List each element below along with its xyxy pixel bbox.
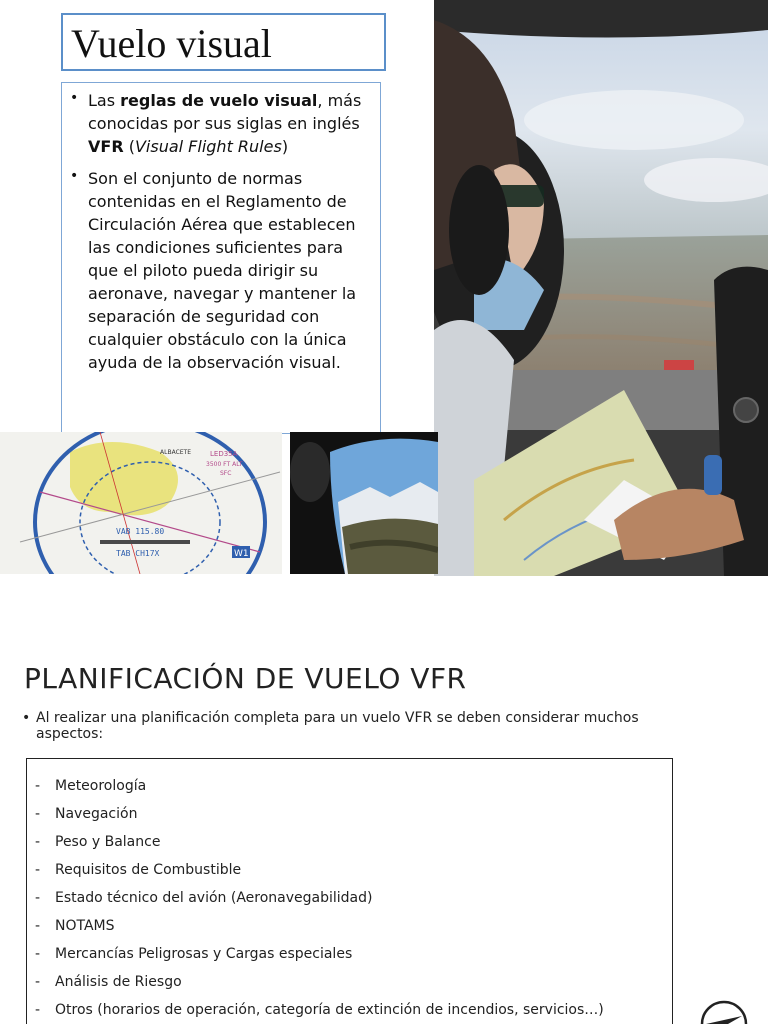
circle-plane-logo-icon (698, 1000, 750, 1024)
list-item: - Peso y Balance (35, 834, 161, 850)
window-view-photo (290, 432, 438, 574)
chart-code-label: TAB CH17X (116, 549, 160, 558)
chart-freq-label: VAB 115.80 (116, 527, 165, 536)
chart-point-label: W1 (234, 549, 249, 559)
list-item: - Meteorología (35, 778, 147, 794)
list-item: - Estado técnico del avión (Aeronavegabilidad) (35, 890, 373, 906)
chart-sfc-label: SFC (220, 470, 232, 477)
slide-title (61, 13, 386, 71)
cockpit-photo (434, 0, 768, 576)
list-item: - Mercancías Peligrosas y Cargas especiales (35, 946, 353, 962)
intro-line-1: Al realizar una planificación completa para un vuelo VFR se deben considerar muchos (36, 710, 639, 726)
bullet-dot-icon: • (22, 710, 31, 726)
planning-aspects-list (26, 758, 673, 1024)
list-item: - Requisitos de Combustible (35, 862, 242, 878)
bullet-vfr-definition: • Las reglas de vuelo visual, más conocidas por sus siglas en inglés VFR (Visual Flight Rules) (70, 89, 372, 158)
bold-term: reglas de vuelo visual (120, 91, 318, 110)
bullet-dot-icon: • (70, 90, 79, 106)
chart-airspace-label: LED35A (210, 450, 238, 458)
italic-english: Visual Flight Rules (134, 137, 282, 156)
slide-planificacion (0, 576, 768, 1024)
slide2-intro (22, 710, 742, 742)
bullet-vfr-rules: • Son el conjunto de normas contenidas en el Reglamento de Circulación Aérea que establecen las condiciones suficientes para que el piloto pueda dirigir su aeronave, navegar y mantener la separación de seguridad con cualquier obstáculo con la única ayuda de la observación visual. (70, 167, 372, 374)
vfr-chart-photo (0, 432, 282, 574)
chart-place-label: ALBACETE (160, 449, 191, 456)
list-item: - Navegación (35, 806, 138, 822)
bullet-dot-icon: • (70, 168, 79, 184)
list-item: - Otros (horarios de operación, categoría de extinción de incendios, servicios…) (35, 1002, 604, 1018)
bold-acronym: VFR (88, 137, 124, 156)
list-item: - NOTAMS (35, 918, 115, 934)
slide2-title: PLANIFICACIÓN DE VUELO VFR (24, 662, 467, 695)
content-text-box (61, 82, 381, 434)
chart-alt-label: 3500 FT ALT (206, 461, 243, 468)
list-item: - Análisis de Riesgo (35, 974, 182, 990)
intro-line-2: aspectos: (36, 726, 104, 742)
slide-title-text: Vuelo visual (71, 21, 272, 66)
